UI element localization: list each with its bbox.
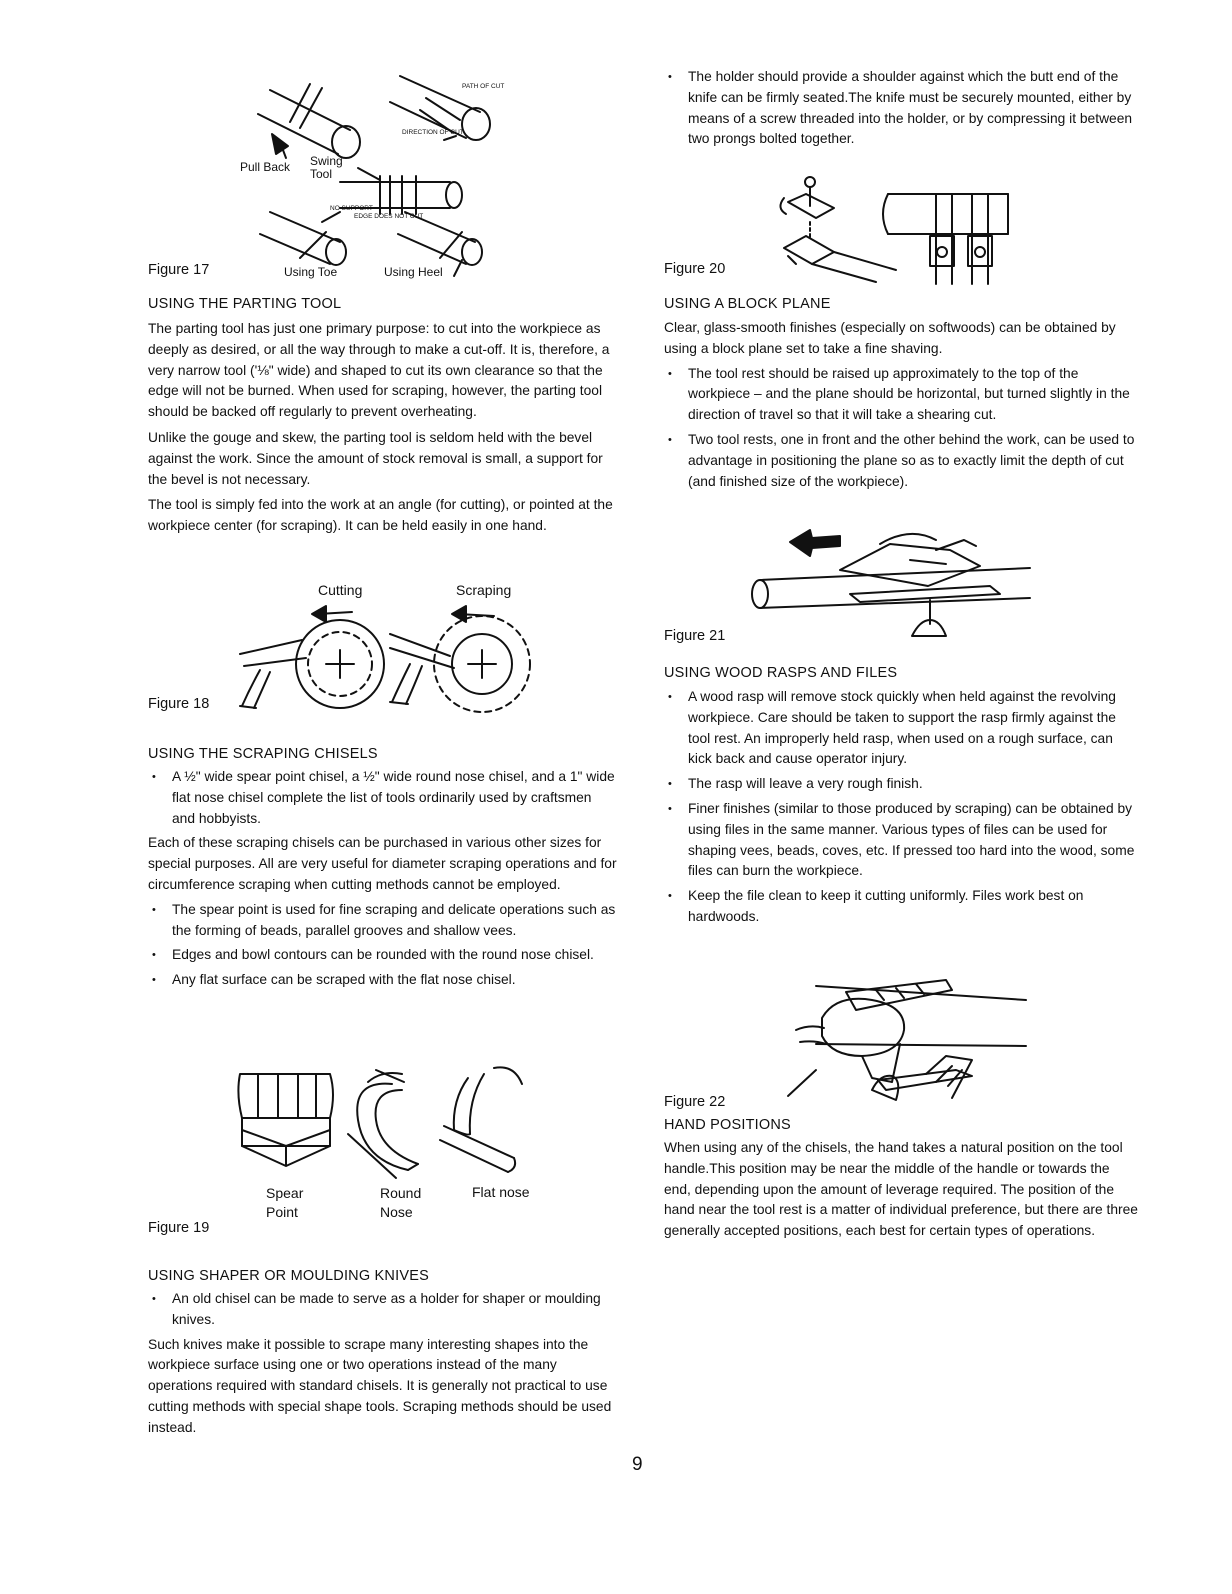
holder-section — [664, 67, 1140, 150]
round-nose-bullet: • Edges and bowl contours can be rounded with the round nose chisel. — [148, 945, 618, 966]
parting-tool-paragraph-2: Unlike the gouge and skew, the parting tool is seldom held with the bevel against the work. Since the amount of stock removal is small, a support for the bevel is not necessary. — [148, 429, 603, 487]
figure-22-caption: Figure 22 — [664, 1094, 726, 1110]
scraping-chisels-bullet-1: • A ½" wide spear point chisel, a ½" wide round nose chisel, and a 1" wide flat nose chisel complete the list of tools ordinarily used by craftsmen and hobbyists. — [148, 767, 618, 829]
figure-21-illustration — [740, 520, 1040, 642]
using-toe-label: Using Toe — [284, 265, 338, 279]
edge-does-not-cut-label: EDGE DOES NOT CUT — [354, 213, 424, 220]
figure-18-illustration — [240, 600, 550, 720]
page-number: 9 — [632, 1454, 643, 1475]
finer-finishes-bullet: • Finer finishes (similar to those produced by scraping) can be obtained by using files in the same manner. Various types of files can be used for shaping vees, beads, coves, etc. If pressed too hard into the wood, some files can burn the workpiece. — [664, 799, 1140, 882]
scraping-chisels-paragraph: Each of these scraping chisels can be purchased in various other sizes for special purposes. All are very useful for diameter scraping operations and for circumference scraping when cutting methods cannot be employed. — [148, 835, 617, 892]
cutting-label: Cutting — [318, 582, 363, 598]
figure-19-caption: Figure 19 — [148, 1220, 210, 1236]
parting-tool-paragraph-1: The parting tool has just one primary purpose: to cut into the workpiece as deeply as desired, or all the way through to make a cut-off. It is, therefore, a very narrow tool ('⅛" wide) and shaped to cut its own clearance so that the edge will not be burned. When used for scraping, however, the parting tool should be backed off regularly to prevent overheating. — [148, 321, 610, 420]
scraping-label: Scraping — [456, 582, 512, 598]
shaper-knives-section — [148, 1266, 618, 1439]
shaper-knives-paragraph: Such knives make it possible to scrape many interesting shapes into the workpiece surface using one or two operations instead of the many operations required with standard chisels. It is generally not practical to use cutting methods with special shape tools. Scraping methods should be used instead. — [148, 1336, 612, 1435]
figure-20-caption: Figure 20 — [664, 261, 726, 277]
parting-tool-heading: USING THE PARTING TOOL — [148, 296, 342, 312]
spear-point-label: Spear Point — [266, 1185, 304, 1220]
figure-18-caption: Figure 18 — [148, 696, 210, 712]
block-plane-paragraph: Clear, glass-smooth finishes (especially on softwoods) can be obtained by using a block plane set to take a fine shaving. — [664, 320, 1116, 356]
figure-20-illustration — [776, 172, 1036, 290]
figure-21-caption: Figure 21 — [664, 628, 726, 644]
figure-17-caption: Figure 17 — [148, 262, 210, 278]
shaper-knives-heading: USING SHAPER OR MOULDING KNIVES — [148, 1268, 429, 1284]
parting-tool-paragraph-3: The tool is simply fed into the work at an angle (for cutting), or pointed at the workpiece center (for scraping). It can be held easily in one hand. — [148, 497, 613, 534]
scraping-chisels-heading: USING THE SCRAPING CHISELS — [148, 746, 378, 762]
hand-positions-paragraph: When using any of the chisels, the hand takes a natural position on the tool handle.This position may be near the middle of the handle or towards the end, depending upon the amount of leverage required. The position of the hand near the tool rest is a matter of individual preference, but there are three generally accepted positions, each best for certain types of operations. — [664, 1140, 1138, 1239]
flat-nose-label: Flat nose — [472, 1184, 530, 1200]
no-support-label: NO SUPPORT — [330, 205, 373, 212]
two-tool-rests-bullet: • Two tool rests, one in front and the other behind the work, can be used to advantage in positioning the plane so as to exactly limit the depth of cut (and finished size of the workpiece). — [664, 430, 1140, 492]
tool-rest-bullet: • The tool rest should be raised up approximately to the top of the workpiece – and the plane should be horizontal, but turned slightly in the direction of travel so that it will take a shearing cut. — [664, 364, 1140, 426]
flat-nose-bullet: • Any flat surface can be scraped with the flat nose chisel. — [148, 970, 618, 991]
path-of-cut-label: PATH OF CUT — [462, 83, 505, 90]
spear-point-bullet: • The spear point is used for fine scraping and delicate operations such as the forming of beads, parallel grooves and shallow vees. — [148, 900, 618, 942]
hand-positions-heading: HAND POSITIONS — [664, 1117, 791, 1133]
wood-rasp-bullet: • A wood rasp will remove stock quickly when held against the revolving workpiece. Care should be taken to support the rasp firmly against the tool rest. An improperly held rasp, when used on a rough surface, can kick back and cause operator injury. — [664, 687, 1140, 770]
rasps-files-heading: USING WOOD RASPS AND FILES — [664, 665, 898, 681]
round-nose-label: Round Nose — [380, 1185, 422, 1220]
pull-back-label: Pull Back — [240, 160, 291, 174]
swing-tool-label: Swing Tool — [310, 154, 343, 181]
scraping-chisels-section — [148, 744, 618, 991]
block-plane-section — [664, 294, 1140, 492]
figure-22-illustration — [776, 970, 1036, 1120]
rough-finish-bullet: • The rasp will leave a very rough finish. — [664, 774, 1140, 795]
block-plane-heading: USING A BLOCK PLANE — [664, 296, 831, 312]
parting-tool-section — [148, 294, 618, 537]
keep-file-clean-bullet: • Keep the file clean to keep it cutting uniformly. Files work best on hardwoods. — [664, 886, 1140, 928]
figure-19-illustration — [232, 1060, 532, 1185]
hand-positions-section — [664, 1115, 1140, 1242]
holder-bullet: • The holder should provide a shoulder against which the butt end of the knife can be firmly seated.The knife must be securely mounted, either by means of a screw threaded into the holder, or by compressing it between two prongs bolted together. — [664, 67, 1140, 150]
using-heel-label: Using Heel — [384, 265, 443, 279]
direction-of-cut-label: DIRECTION OF CUT — [402, 129, 464, 136]
rasps-files-section — [664, 663, 1140, 928]
shaper-knives-bullet: • An old chisel can be made to serve as a holder for shaper or moulding knives. — [148, 1289, 618, 1331]
